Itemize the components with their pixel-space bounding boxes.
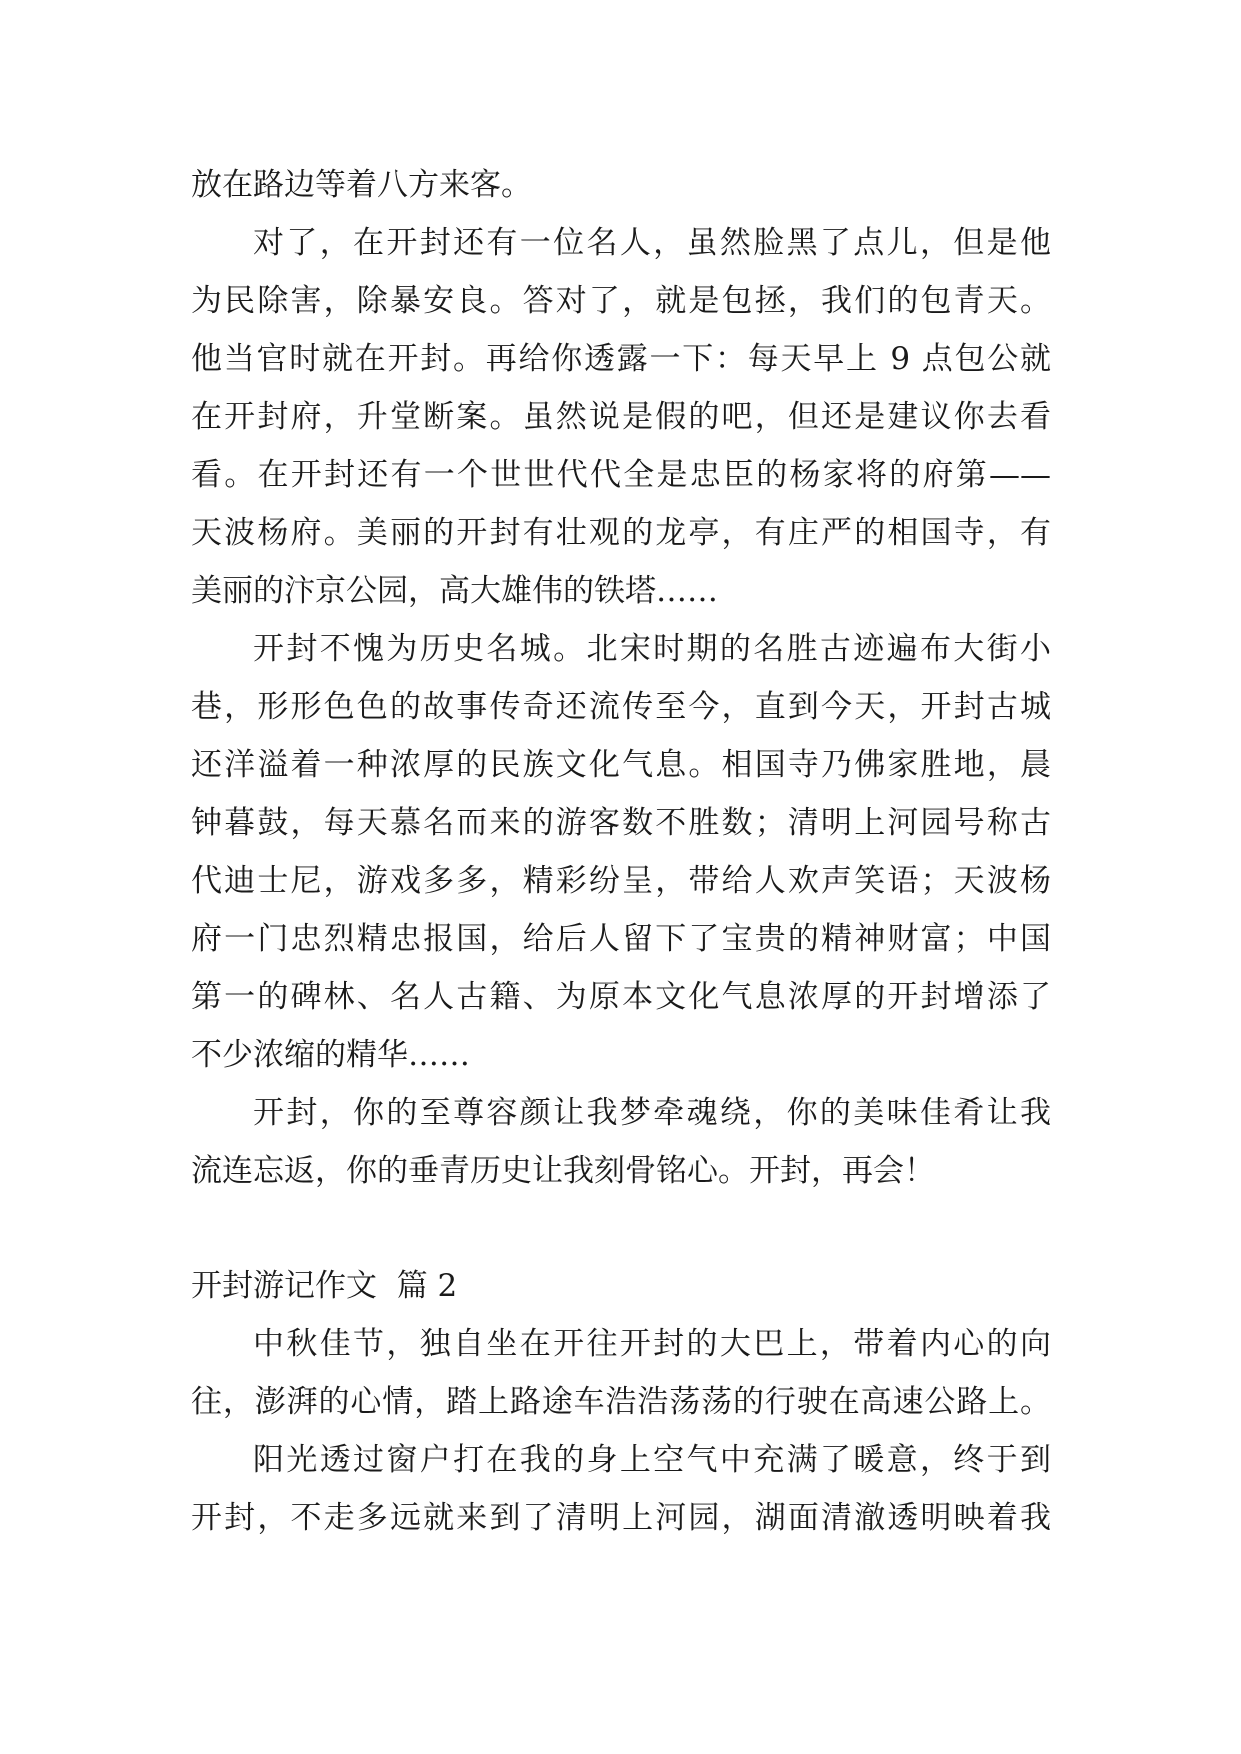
text-line-18: 流连忘返，你的垂青历史让我刻骨铭心。开封，再会！ xyxy=(191,1153,935,1189)
text-line-12: 钟暮鼓，每天慕名而来的游客数不胜数；清明上河园号称古 xyxy=(191,805,1051,841)
text-line-15: 第一的碑林、名人古籍、为原本文化气息浓厚的开封增添了 xyxy=(191,979,1051,1015)
text-line-11: 还洋溢着一种浓厚的民族文化气息。相国寺乃佛家胜地，晨 xyxy=(191,747,1051,783)
text-line-21: 阳光透过窗户打在我的身上空气中充满了暖意，终于到 xyxy=(253,1442,1051,1478)
text-line-6: 看。在开封还有一个世世代代全是忠臣的杨家将的府第—— xyxy=(191,457,1051,493)
text-line-22: 开封，不走多远就来到了清明上河园，湖面清澈透明映着我 xyxy=(191,1500,1051,1536)
text-line-10: 巷，形形色色的故事传奇还流传至今，直到今天，开封古城 xyxy=(191,689,1051,725)
text-line-3: 为民除害，除暴安良。答对了，就是包拯，我们的包青天。 xyxy=(191,283,1051,319)
text-line-5: 在开封府，升堂断案。虽然说是假的吧，但还是建议你去看 xyxy=(191,399,1051,435)
text-line-19: 中秋佳节，独自坐在开往开封的大巴上，带着内心的向 xyxy=(253,1326,1051,1362)
text-line-7: 天波杨府。美丽的开封有壮观的龙亭，有庄严的相国寺，有 xyxy=(191,515,1051,551)
text-line-8: 美丽的汴京公园，高大雄伟的铁塔…… xyxy=(191,573,718,609)
text-line-13: 代迪士尼，游戏多多，精彩纷呈，带给人欢声笑语；天波杨 xyxy=(191,863,1051,899)
text-line-14: 府一门忠烈精忠报国，给后人留下了宝贵的精神财富；中国 xyxy=(191,921,1051,957)
text-line-20: 往，澎湃的心情，踏上路途车浩浩荡荡的行驶在高速公路上。 xyxy=(191,1384,1051,1420)
text-line-17: 开封，你的至尊容颜让我梦牵魂绕，你的美味佳肴让我 xyxy=(253,1095,1051,1131)
text-line-9: 开封不愧为历史名城。北宋时期的名胜古迹遍布大街小 xyxy=(253,631,1051,667)
text-line-4: 他当官时就在开封。再给你透露一下：每天早上 9 点包公就 xyxy=(191,341,1051,377)
text-line-16: 不少浓缩的精华…… xyxy=(191,1037,470,1073)
section-heading: 开封游记作文 篇 2 xyxy=(191,1268,458,1304)
text-line-1: 放在路边等着八方来客。 xyxy=(191,167,532,203)
text-line-2: 对了，在开封还有一位名人，虽然脸黑了点儿，但是他 xyxy=(253,225,1051,261)
